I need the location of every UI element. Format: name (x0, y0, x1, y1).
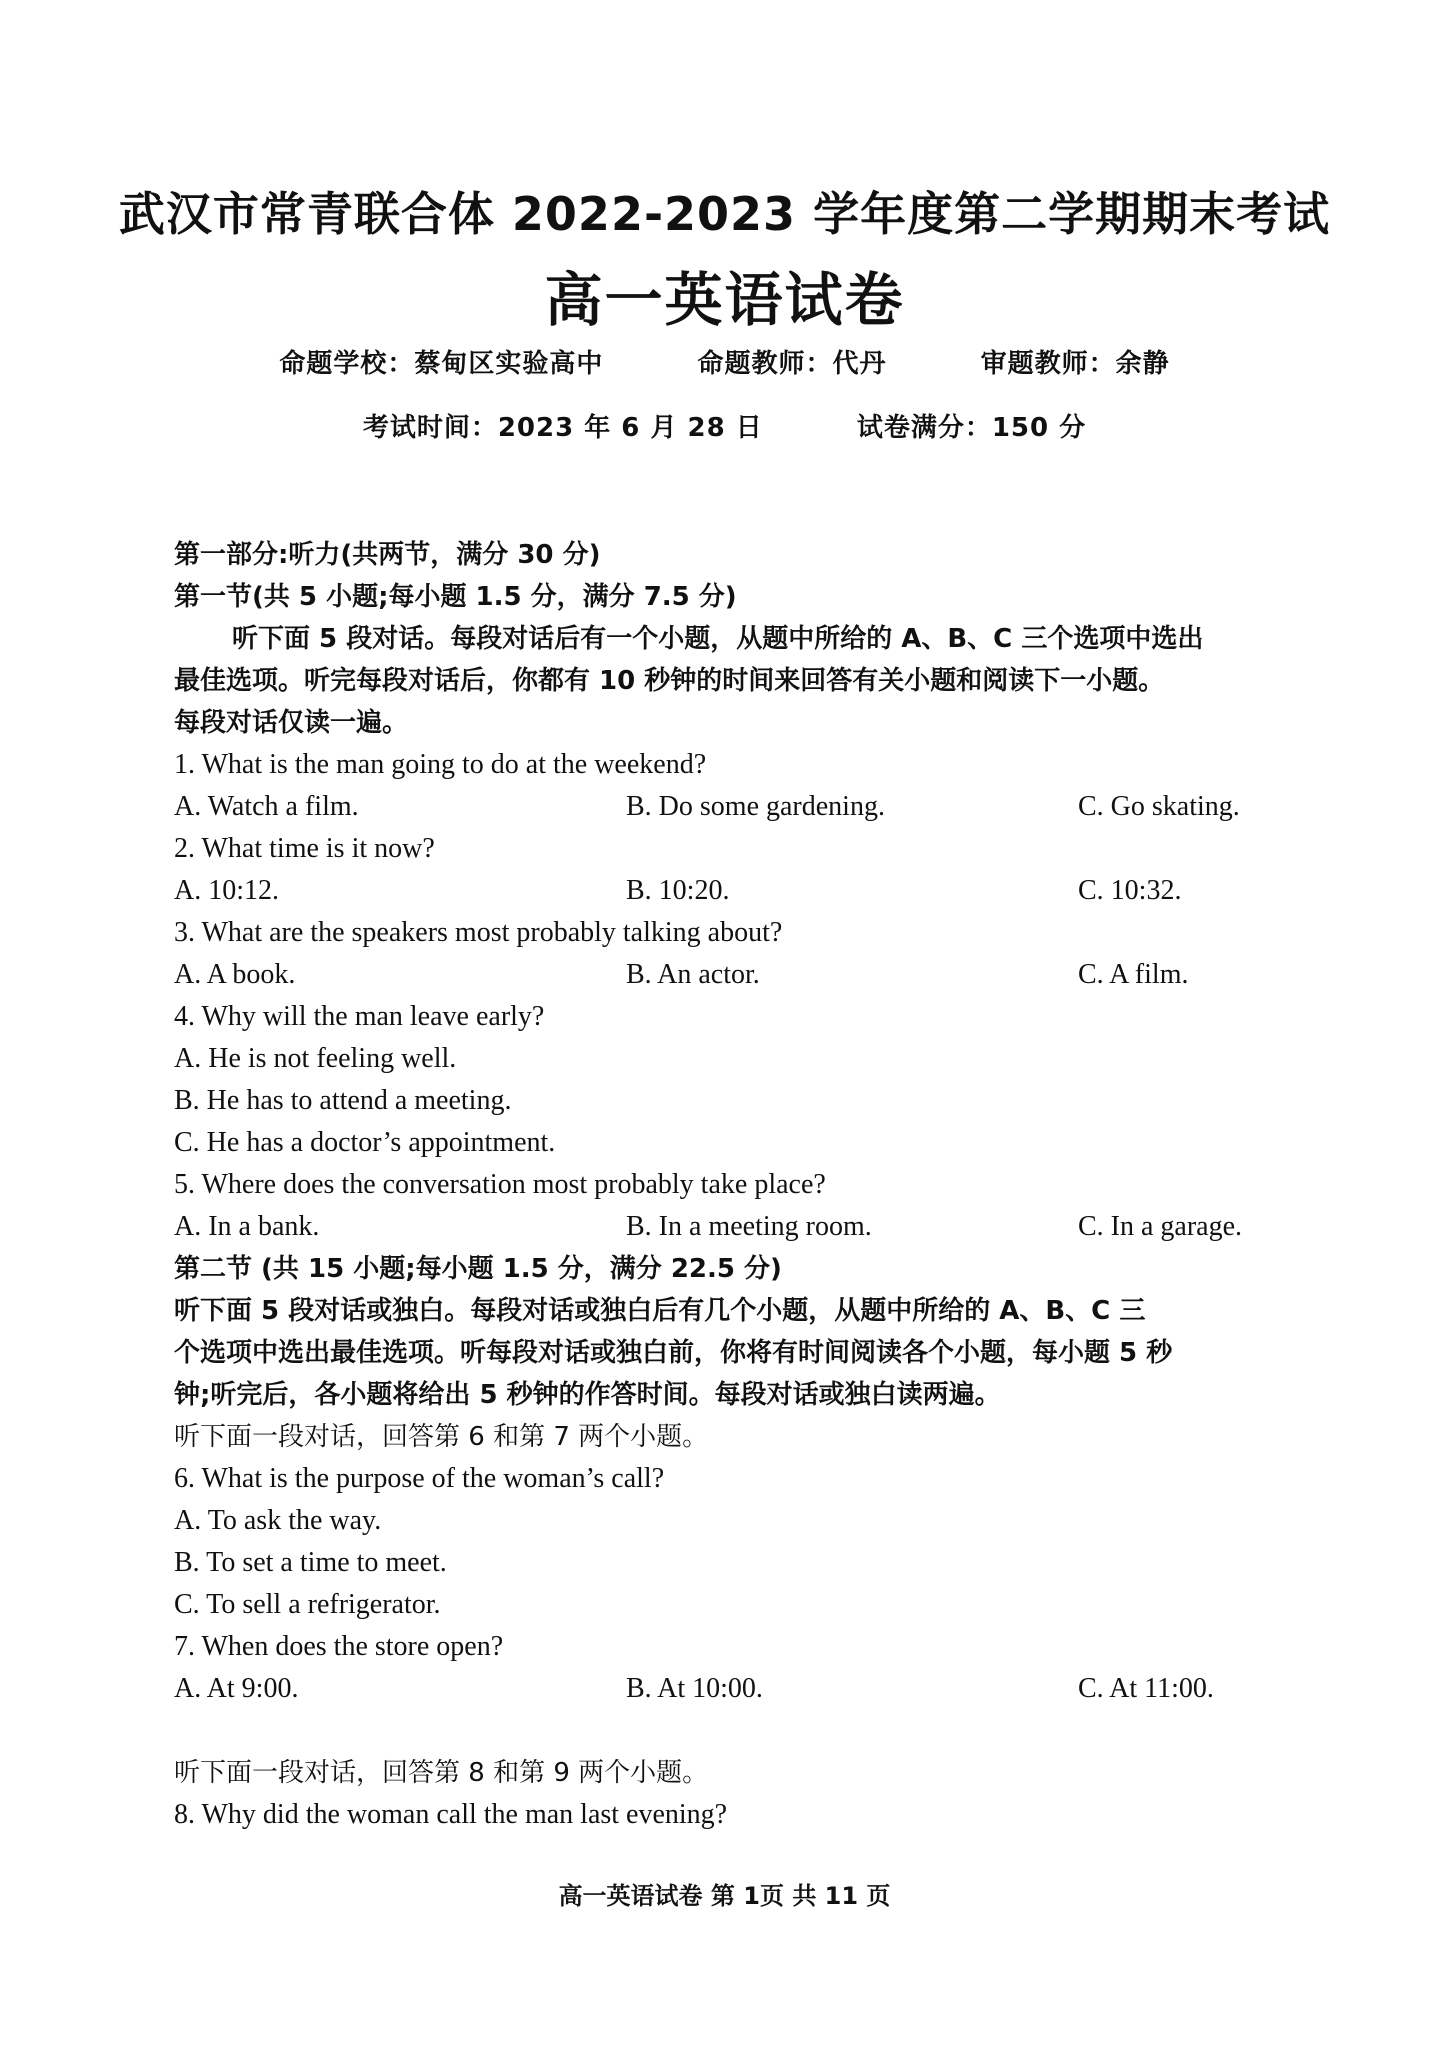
question-stem: 8. Why did the woman call the man last evening? (174, 1799, 728, 1830)
question-stem: 3. What are the speakers most probably talking about? (174, 917, 783, 948)
setter-school: 命题学校：蔡甸区实验高中 (279, 349, 604, 379)
option-c: C. A film. (1078, 959, 1189, 990)
exam-authors-row (0, 343, 1449, 380)
question-options (174, 786, 1294, 828)
option-b: B. An actor. (626, 959, 760, 990)
question-stem: 5. Where does the conversation most probably take place? (174, 1169, 826, 1200)
section2-instruction-line: 听下面 5 段对话或独白。每段对话或独白后有几个小题，从题中所给的 A、B、C 三 (174, 1296, 1146, 1326)
question-options (174, 1206, 1294, 1248)
question-options (174, 954, 1294, 996)
option-a: A. 10:12. (174, 875, 279, 906)
option-c: C. In a garage. (1078, 1211, 1243, 1242)
option-b: B. He has to attend a meeting. (174, 1085, 512, 1116)
option-c: C. He has a doctor’s appointment. (174, 1127, 556, 1158)
option-c: C. Go skating. (1078, 791, 1240, 822)
exam-time: 考试时间：2023 年 6 月 28 日 (362, 413, 763, 443)
section1-instruction-line: 最佳选项。听完每段对话后，你都有 10 秒钟的时间来回答有关小题和阅读下一小题。 (174, 666, 1165, 696)
option-a: A. He is not feeling well. (174, 1043, 457, 1074)
question-stem: 1. What is the man going to do at the weekend? (174, 749, 707, 780)
question-options (174, 870, 1294, 912)
section2-instruction-line: 钟;听完后，各小题将给出 5 秒钟的作答时间。每段对话或独白读两遍。 (174, 1380, 1001, 1410)
dialog-instruction: 听下面一段对话，回答第 6 和第 7 两个小题。 (174, 1422, 709, 1452)
option-b: B. Do some gardening. (626, 791, 885, 822)
question-stem: 6. What is the purpose of the woman’s call? (174, 1463, 665, 1494)
section1-instruction-line: 听下面 5 段对话。每段对话后有一个小题，从题中所给的 A、B、C 三个选项中选出 (232, 624, 1204, 654)
exam-subtitle: 高一英语试卷 (544, 266, 905, 334)
question-stem: 7. When does the store open? (174, 1631, 504, 1662)
option-b: B. At 10:00. (626, 1673, 763, 1704)
part1-heading: 第一部分:听力(共两节，满分 30 分) (174, 540, 601, 570)
setter-teacher: 命题教师：代丹 (697, 349, 887, 379)
option-c: C. To sell a refrigerator. (174, 1589, 441, 1620)
spacer (174, 1710, 1294, 1752)
question-stem: 2. What time is it now? (174, 833, 435, 864)
option-a: A. A book. (174, 959, 296, 990)
page-footer: 高一英语试卷 第 1页 共 11 页 (558, 1882, 891, 1910)
section1-instruction-line: 每段对话仅读一遍。 (174, 708, 409, 738)
dialog-instruction: 听下面一段对话，回答第 8 和第 9 两个小题。 (174, 1758, 709, 1788)
option-a: A. In a bank. (174, 1211, 320, 1242)
section2-heading: 第二节 (共 15 小题;每小题 1.5 分，满分 22.5 分) (174, 1254, 782, 1284)
option-a: A. Watch a film. (174, 791, 359, 822)
full-score: 试卷满分：150 分 (856, 413, 1087, 443)
exam-info-row (0, 407, 1449, 444)
section2-instruction-line: 个选项中选出最佳选项。听每段对话或独白前，你将有时间阅读各个小题，每小题 5 秒 (174, 1338, 1173, 1368)
option-b: B. 10:20. (626, 875, 730, 906)
option-c: C. At 11:00. (1078, 1673, 1214, 1704)
question-options (174, 1668, 1294, 1710)
option-b: B. In a meeting room. (626, 1211, 872, 1242)
question-stem: 4. Why will the man leave early? (174, 1001, 545, 1032)
section1-heading: 第一节(共 5 小题;每小题 1.5 分，满分 7.5 分) (174, 582, 737, 612)
option-a: A. To ask the way. (174, 1505, 382, 1536)
exam-content (174, 534, 1294, 1836)
option-a: A. At 9:00. (174, 1673, 299, 1704)
option-b: B. To set a time to meet. (174, 1547, 447, 1578)
option-c: C. 10:32. (1078, 875, 1182, 906)
reviewer-teacher: 审题教师：余静 (980, 349, 1170, 379)
exam-title: 武汉市常青联合体 2022-2023 学年度第二学期期末考试 (118, 187, 1331, 241)
